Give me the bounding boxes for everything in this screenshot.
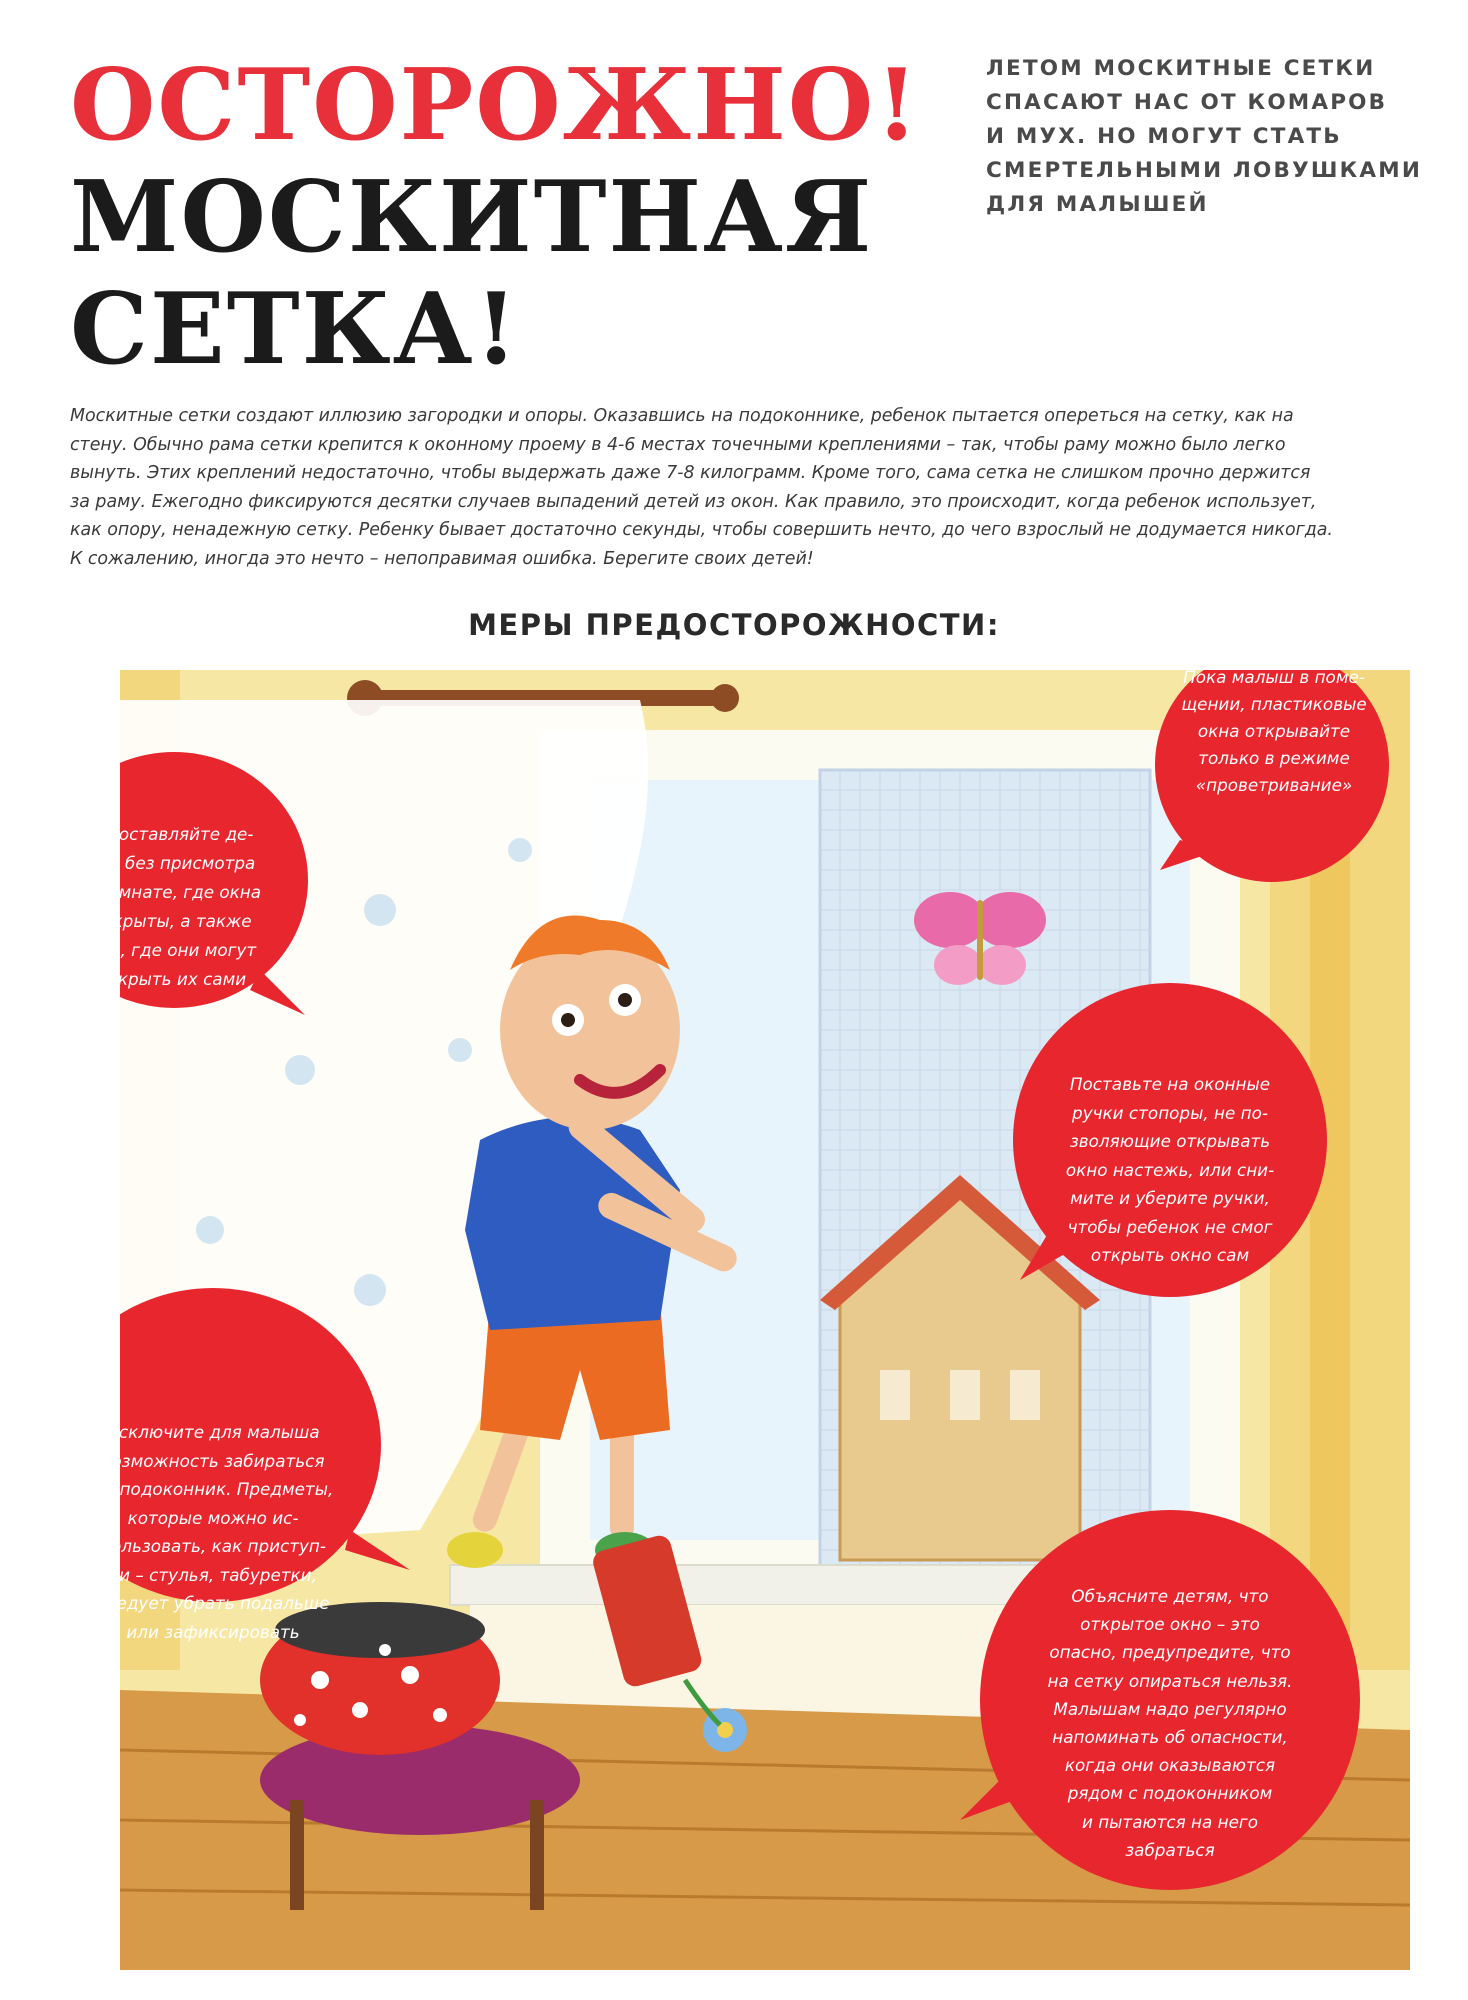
bubble-line: на подоконник. Предметы, [93, 1479, 334, 1499]
bubble-line: Исключите для малыша [106, 1422, 320, 1442]
bubble-line: открытое окно – это [1080, 1614, 1260, 1635]
bubble-line: когда они оказываются [1064, 1755, 1276, 1776]
bubble-line: тей без присмотра [88, 853, 256, 873]
bubble-line: щении, пластиковые [1181, 694, 1367, 714]
bubble-line: там, где они могут [87, 940, 257, 960]
bubble-line: зволяющие открывать [1069, 1131, 1271, 1151]
bubble-line: «проветривание» [1195, 775, 1353, 795]
bubble-line: окна открывайте [1197, 721, 1351, 741]
bubble-line: Пока малыш в поме- [1183, 667, 1365, 687]
bubble-line: открыты, а также [92, 911, 252, 931]
bubble-line: ручки стопоры, не по- [1072, 1102, 1268, 1123]
intro-line: К сожалению, иногда это нечто – непоправимая ошибка. Берегите своих детей! [70, 548, 814, 569]
bubble-supervision [52, 820, 292, 994]
title-line-1: ОСТОРОЖНО! [70, 48, 921, 163]
bubble-line: напоминать об опасности, [1052, 1727, 1288, 1748]
bubble-line: чтобы ребенок не смог [1067, 1216, 1273, 1237]
subtitle-line: СПАСАЮТ НАС ОТ КОМАРОВ [986, 90, 1388, 115]
title-line-2: МОСКИТНАЯ [70, 160, 874, 275]
intro-line: как опору, ненадежную сетку. Ребенку бывает достаточно секунды, чтобы совершить нечто, до чего взрослый не додумается никогда. [70, 520, 1333, 541]
subtitle-line: ЛЕТОМ МОСКИТНЫЕ СЕТКИ [986, 56, 1376, 81]
bubble-line: ки – стулья, табуретки, [109, 1564, 317, 1585]
subtitle-line: ДЛЯ МАЛЫШЕЙ [986, 192, 1209, 217]
bubble-line: или зафиксировать [126, 1621, 300, 1642]
intro-line: вынуть. Этих креплений недостаточно, чтобы выдержать даже 7-8 килограмм. Кроме того, сама сетка не слишком прочно держится [70, 463, 1311, 484]
title-line-3: СЕТКА! [70, 272, 520, 387]
intro-line: стену. Обычно рама сетки крепится к оконному проему в 4-6 местах точечными креплениями – так, чтобы раму можно было легко [70, 434, 1286, 455]
bubble-ventilation-mode [1164, 664, 1384, 799]
subtitle [986, 52, 1426, 222]
bubble-line: Малышам надо регулярно [1053, 1698, 1287, 1719]
bubble-line: забраться [1125, 1839, 1215, 1860]
bubble-line: возможность забираться [101, 1450, 325, 1471]
bubble-line: Объясните детям, что [1071, 1586, 1269, 1606]
bubble-line: только в режиме [1198, 748, 1350, 768]
bubble-line: открыть их сами [97, 969, 247, 989]
bubble-line: опасно, предупредите, что [1049, 1642, 1291, 1663]
bubble-line: открыть окно сам [1090, 1245, 1250, 1265]
bubble-line: следует убрать подальше [96, 1593, 330, 1613]
bubble-line: Поставьте на оконные [1069, 1074, 1271, 1094]
bubble-line: мите и уберите ручки, [1070, 1188, 1270, 1208]
intro-line: Москитные сетки создают иллюзию загородки и опоры. Оказавшись на подоконнике, ребенок пытается опереться на сетку, как на [70, 406, 1294, 426]
bubble-windowsill-access [93, 1418, 333, 1646]
subtitle-line: И МУХ. НО МОГУТ СТАТЬ [986, 124, 1342, 149]
bubble-line: и пытаются на него [1081, 1811, 1259, 1832]
bubble-line: рядом с подоконником [1067, 1783, 1273, 1804]
bubble-line: пользовать, как приступ- [100, 1536, 326, 1556]
bubble-line: в комнате, где окна [82, 882, 262, 902]
subtitle-line: СМЕРТЕЛЬНЫМИ ЛОВУШКАМИ [986, 158, 1423, 183]
bubble-line: окно настежь, или сни- [1065, 1159, 1275, 1180]
intro-line: за раму. Ежегодно фиксируются десятки случаев выпадений детей из окон. Как правило, это происходит, когда ребенок использует, [70, 491, 1317, 512]
measures-heading: МЕРЫ ПРЕДОСТОРОЖНОСТИ: [468, 608, 1000, 642]
intro-paragraph [70, 402, 1410, 574]
bubble-line: которые можно ис- [127, 1507, 299, 1528]
bubble-line: на сетку опираться нельзя. [1047, 1670, 1293, 1691]
bubble-window-stoppers [1050, 1070, 1290, 1270]
bubble-explain-danger [1040, 1582, 1300, 1864]
bubble-line: Не оставляйте де- [90, 824, 254, 844]
